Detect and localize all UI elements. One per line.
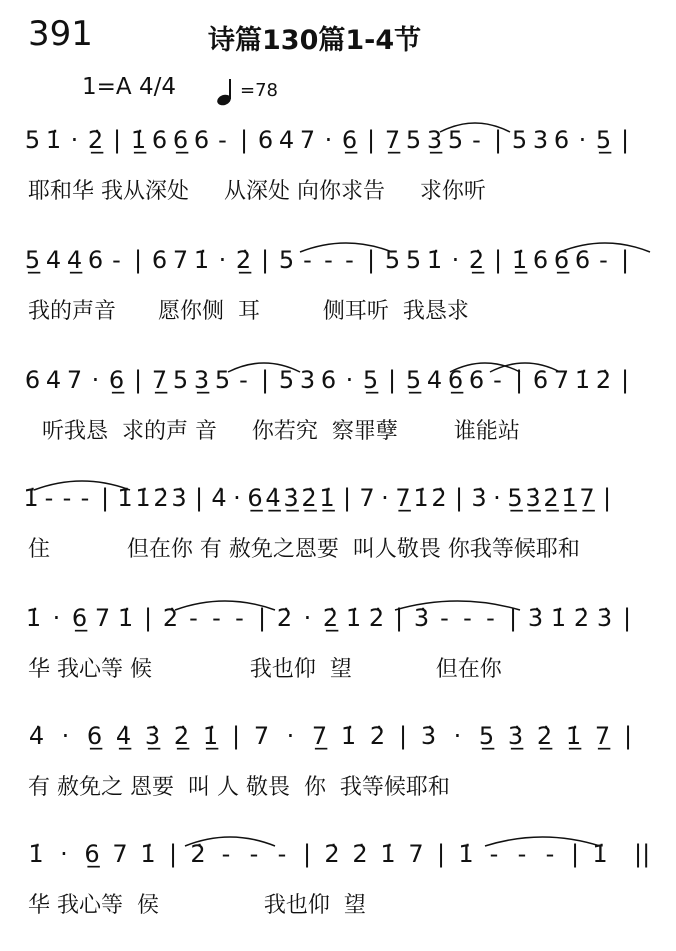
note: 5̲ bbox=[478, 722, 495, 750]
note-extension: - bbox=[80, 484, 90, 512]
bar-line: | bbox=[257, 604, 267, 632]
note: 4̲ bbox=[66, 246, 83, 274]
bar-line: | bbox=[394, 604, 404, 632]
dot-augmentation: · bbox=[578, 126, 587, 154]
note: 6 bbox=[468, 366, 485, 394]
note: 6̲ bbox=[172, 126, 189, 154]
note: 4 bbox=[45, 246, 62, 274]
note: 6 bbox=[320, 366, 337, 394]
bar-line: | bbox=[100, 484, 110, 512]
bar-line: | bbox=[260, 246, 270, 274]
note-extension: - bbox=[345, 246, 354, 274]
notation-line bbox=[22, 826, 650, 882]
dot-augmentation: · bbox=[345, 366, 354, 394]
note: 6 bbox=[151, 246, 168, 274]
score-row bbox=[0, 708, 676, 826]
score-row bbox=[0, 232, 676, 350]
note: 3̇ bbox=[596, 604, 613, 632]
note: 6̲ bbox=[84, 840, 100, 868]
note: 5 bbox=[384, 246, 401, 274]
bar-line: | bbox=[454, 484, 464, 512]
note-extension: - bbox=[517, 840, 527, 868]
dot-augmentation: · bbox=[70, 126, 79, 154]
bar-line: | bbox=[112, 126, 122, 154]
note: 2̲̇ bbox=[173, 722, 190, 750]
bar-line: | bbox=[143, 604, 153, 632]
note: 6 bbox=[532, 366, 549, 394]
dot-augmentation: · bbox=[286, 722, 295, 750]
note: 4̲̇ bbox=[265, 484, 281, 512]
note: 5 bbox=[405, 246, 422, 274]
bar-line: | bbox=[570, 840, 580, 868]
note-extension: - bbox=[545, 840, 555, 868]
note: 5̲ bbox=[507, 484, 523, 512]
note: 7 bbox=[299, 126, 316, 154]
lyric-line: 住 但在你 有 赦免之恩要 叫人敬畏 你我等候耶和 bbox=[28, 537, 580, 562]
note: 5 bbox=[172, 366, 189, 394]
note-extension: - bbox=[249, 840, 259, 868]
bar-line: | bbox=[620, 366, 630, 394]
note-extension: - bbox=[303, 246, 312, 274]
note: 6 bbox=[574, 246, 591, 274]
notation-line bbox=[22, 232, 636, 288]
note: 7 bbox=[359, 484, 375, 512]
hymn-title: 诗篇130篇1-4节 bbox=[208, 25, 422, 56]
lyric-line: 我的声音 愿你侧 耳 侧耳听 我恳求 bbox=[28, 299, 469, 324]
note: 6̲ bbox=[71, 604, 88, 632]
note: 6̲ bbox=[108, 366, 125, 394]
dot-augmentation: · bbox=[493, 484, 501, 512]
note: 6̲ bbox=[86, 722, 103, 750]
note: 1̇ bbox=[193, 246, 210, 274]
note: 2̲̇ bbox=[87, 126, 104, 154]
lyric-line: 华 我心等 侯 我也仰 望 bbox=[28, 893, 366, 918]
dot-augmentation: · bbox=[218, 246, 227, 274]
note: 2̲̇ bbox=[322, 604, 339, 632]
note-extension: - bbox=[463, 604, 472, 632]
bar-line: | bbox=[342, 484, 352, 512]
note: 2̇ bbox=[431, 484, 447, 512]
note: 1̇ bbox=[45, 126, 62, 154]
dot-augmentation: · bbox=[233, 484, 241, 512]
note: 5 bbox=[405, 126, 422, 154]
note: 1̇ bbox=[340, 722, 357, 750]
notation-line bbox=[22, 470, 618, 526]
note: 2̇ bbox=[368, 604, 385, 632]
bar-line: | bbox=[366, 246, 376, 274]
note: 1̇ bbox=[413, 484, 429, 512]
note: 6 bbox=[151, 126, 168, 154]
note: 2̇ bbox=[595, 366, 612, 394]
note: 3̲̇ bbox=[144, 722, 161, 750]
note: 4 bbox=[45, 366, 62, 394]
bar-line: | bbox=[620, 246, 630, 274]
note: 1̲̇ bbox=[561, 484, 577, 512]
note-extension: - bbox=[599, 246, 608, 274]
note: 1̇ bbox=[135, 484, 151, 512]
note: 1̇ bbox=[426, 246, 443, 274]
note: 6 bbox=[553, 126, 570, 154]
note: 4̲̇ bbox=[115, 722, 132, 750]
note: 1̲̇ bbox=[130, 126, 147, 154]
note: 5 bbox=[278, 246, 295, 274]
note: 1̇ bbox=[117, 484, 133, 512]
note-extension: - bbox=[472, 126, 481, 154]
note: 5 bbox=[511, 126, 528, 154]
note: 7 bbox=[253, 722, 270, 750]
bar-line: | bbox=[493, 246, 503, 274]
note: 1̇ bbox=[574, 366, 591, 394]
score-row bbox=[0, 590, 676, 708]
bar-line: | bbox=[387, 366, 397, 394]
score-row bbox=[0, 352, 676, 470]
note: 1̲̇ bbox=[319, 484, 335, 512]
note: 2̇ bbox=[162, 604, 179, 632]
note: 4̇ bbox=[211, 484, 227, 512]
dot-augmentation: · bbox=[451, 246, 460, 274]
bar-line: | bbox=[436, 840, 446, 868]
note: 3̲̇ bbox=[283, 484, 299, 512]
bar-line: | bbox=[231, 722, 241, 750]
note-extension: - bbox=[493, 366, 502, 394]
note-extension: - bbox=[486, 604, 495, 632]
note-extension: - bbox=[221, 840, 231, 868]
note: 1̇ bbox=[23, 484, 39, 512]
dot-augmentation: · bbox=[381, 484, 389, 512]
note: 3̲̇ bbox=[507, 722, 524, 750]
note-extension: - bbox=[112, 246, 121, 274]
dot-augmentation: · bbox=[324, 126, 333, 154]
lyric-line: 耶和华 我从深处 从深处 向你求告 求你听 bbox=[28, 179, 486, 204]
note: 3̇ bbox=[527, 604, 544, 632]
bar-line: | bbox=[398, 722, 408, 750]
score-row bbox=[0, 112, 676, 230]
note: 5̲ bbox=[362, 366, 379, 394]
note: 3 bbox=[299, 366, 316, 394]
note-extension: - bbox=[62, 484, 72, 512]
note: 1̲̇ bbox=[202, 722, 219, 750]
note: 2̇ bbox=[276, 604, 293, 632]
note: 7 bbox=[408, 840, 424, 868]
note: 1̇ bbox=[592, 840, 608, 868]
bar-line: | bbox=[620, 126, 630, 154]
notation-line bbox=[22, 112, 636, 168]
dot-augmentation: · bbox=[61, 722, 70, 750]
notation-line bbox=[22, 352, 636, 408]
note: 2̇ bbox=[573, 604, 590, 632]
note-extension: - bbox=[212, 604, 221, 632]
bar-line: | bbox=[133, 246, 143, 274]
note: 6 bbox=[24, 366, 41, 394]
note: 3 bbox=[532, 126, 549, 154]
note: 2̲̇ bbox=[468, 246, 485, 274]
note: 6̲ bbox=[553, 246, 570, 274]
bar-line: | bbox=[508, 604, 518, 632]
final-bar-line: || bbox=[634, 840, 651, 868]
note: 2̇ bbox=[324, 840, 340, 868]
note: 1̇ bbox=[550, 604, 567, 632]
tempo-marking: =78 bbox=[240, 80, 278, 101]
dot-augmentation: · bbox=[52, 604, 61, 632]
bar-line: | bbox=[260, 366, 270, 394]
quarter-note-icon bbox=[216, 78, 238, 106]
score-row bbox=[0, 470, 676, 588]
note: 2̇ bbox=[153, 484, 169, 512]
note: 6 bbox=[257, 126, 274, 154]
note: 5 bbox=[214, 366, 231, 394]
bar-line: | bbox=[602, 484, 612, 512]
note: 2̲̇ bbox=[543, 484, 559, 512]
note-extension: - bbox=[440, 604, 449, 632]
note: 5̲ bbox=[405, 366, 422, 394]
note: 4̇ bbox=[28, 722, 45, 750]
note: 5̲ bbox=[24, 246, 41, 274]
notation-line bbox=[22, 708, 639, 764]
lyric-line: 华 我心等 候 我也仰 望 但在你 bbox=[28, 657, 502, 682]
note: 7 bbox=[66, 366, 83, 394]
note: 3̲ bbox=[426, 126, 443, 154]
bar-line: | bbox=[133, 366, 143, 394]
note: 3̇ bbox=[171, 484, 187, 512]
note-extension: - bbox=[277, 840, 287, 868]
hymn-number: 391 bbox=[28, 14, 93, 54]
note: 1̇ bbox=[117, 604, 134, 632]
lyric-line: 听我恳 求的声 音 你若究 察罪孽 谁能站 bbox=[28, 419, 520, 444]
dot-augmentation: · bbox=[60, 840, 68, 868]
note: 2̇ bbox=[352, 840, 368, 868]
note: 2̲̇ bbox=[301, 484, 317, 512]
note: 1̇ bbox=[28, 840, 44, 868]
note: 3̇ bbox=[471, 484, 487, 512]
note: 1̇ bbox=[25, 604, 42, 632]
key-signature: 1=A 4/4 bbox=[82, 74, 176, 100]
note: 1̇ bbox=[458, 840, 474, 868]
note: 5 bbox=[447, 126, 464, 154]
notation-line bbox=[22, 590, 638, 646]
note-extension: - bbox=[44, 484, 54, 512]
note: 7̲ bbox=[594, 722, 611, 750]
note: 1̲̇ bbox=[565, 722, 582, 750]
note-extension: - bbox=[324, 246, 333, 274]
note: 2̲̇ bbox=[536, 722, 553, 750]
note: 2̇ bbox=[190, 840, 206, 868]
bar-line: | bbox=[168, 840, 178, 868]
note: 4 bbox=[426, 366, 443, 394]
dot-augmentation: · bbox=[453, 722, 462, 750]
note: 3̲̇ bbox=[525, 484, 541, 512]
note: 5̲ bbox=[595, 126, 612, 154]
note-extension: - bbox=[218, 126, 227, 154]
note: 7 bbox=[112, 840, 128, 868]
score-row bbox=[0, 826, 676, 944]
note: 3̇ bbox=[413, 604, 430, 632]
note-extension: - bbox=[189, 604, 198, 632]
bar-line: | bbox=[514, 366, 524, 394]
note: 3̲ bbox=[193, 366, 210, 394]
bar-line: | bbox=[239, 126, 249, 154]
lyric-line: 有 赦免之 恩要 叫 人 敬畏 你 我等候耶和 bbox=[28, 775, 450, 800]
note: 7̲ bbox=[395, 484, 411, 512]
note: 7̲ bbox=[151, 366, 168, 394]
bar-line: | bbox=[194, 484, 204, 512]
note-extension: - bbox=[239, 366, 248, 394]
note: 7̲ bbox=[311, 722, 328, 750]
note: 6 bbox=[532, 246, 549, 274]
note-extension: - bbox=[235, 604, 244, 632]
note: 2̲̇ bbox=[235, 246, 252, 274]
bar-line: | bbox=[302, 840, 312, 868]
note: 7̲ bbox=[579, 484, 595, 512]
note: 1̇ bbox=[345, 604, 362, 632]
dot-augmentation: · bbox=[91, 366, 100, 394]
note: 6̲ bbox=[341, 126, 358, 154]
note: 7 bbox=[94, 604, 111, 632]
note: 1̇ bbox=[380, 840, 396, 868]
bar-line: | bbox=[622, 604, 632, 632]
note: 7 bbox=[172, 246, 189, 274]
note-extension: - bbox=[489, 840, 499, 868]
note: 6 bbox=[87, 246, 104, 274]
bar-line: | bbox=[366, 126, 376, 154]
note: 2̇ bbox=[369, 722, 386, 750]
note: 7 bbox=[553, 366, 570, 394]
bar-line: | bbox=[623, 722, 633, 750]
note: 6̲ bbox=[447, 366, 464, 394]
note: 5 bbox=[278, 366, 295, 394]
note: 6̲ bbox=[247, 484, 263, 512]
note: 7̲ bbox=[384, 126, 401, 154]
note: 1̇ bbox=[140, 840, 156, 868]
note: 4 bbox=[278, 126, 295, 154]
dot-augmentation: · bbox=[303, 604, 312, 632]
note: 5 bbox=[24, 126, 41, 154]
note: 3̇ bbox=[420, 722, 437, 750]
note: 1̲̇ bbox=[511, 246, 528, 274]
note: 6 bbox=[193, 126, 210, 154]
bar-line: | bbox=[493, 126, 503, 154]
